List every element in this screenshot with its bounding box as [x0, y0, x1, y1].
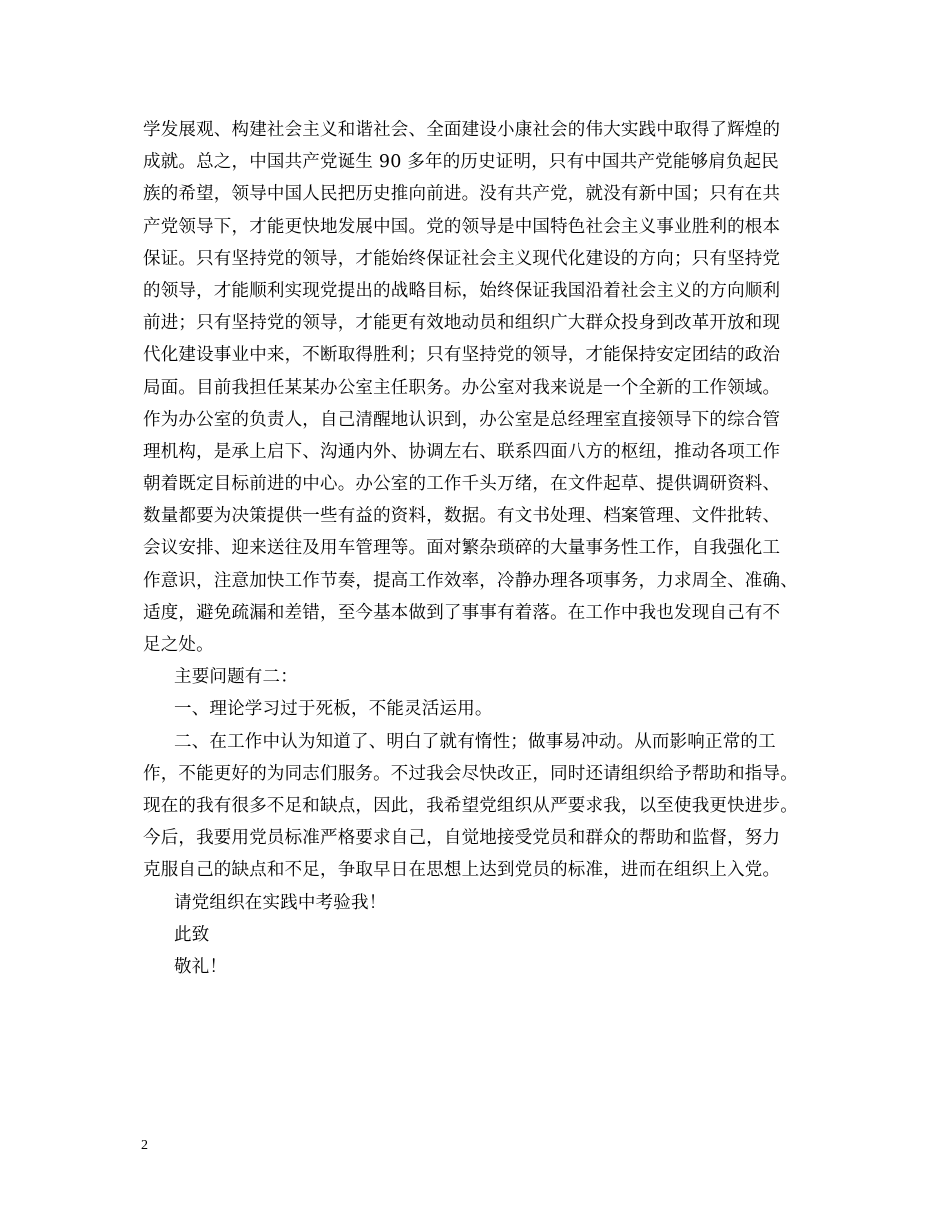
text-line: 前进；只有坚持党的领导，才能更有效地动员和组织广大群众投身到改革开放和现 — [143, 313, 781, 334]
text-line: 作，不能更好的为同志们服务。不过我会尽快改正，同时还请组织给予帮助和指导。 — [143, 763, 798, 784]
text-line: 作为办公室的负责人，自己清醒地认识到，办公室是总经理室直接领导下的综合管 — [143, 409, 781, 430]
text-line: 数量都要为决策提供一些有益的资料，数据。有文书处理、档案管理、文件批转、 — [143, 506, 781, 527]
text-line: 局面。目前我担任某某办公室主任职务。办公室对我来说是一个全新的工作领域。 — [143, 377, 781, 398]
text-line: 会议安排、迎来送往及用车管理等。面对繁杂琐碎的大量事务性工作，自我强化工 — [143, 538, 781, 559]
text-line: 朝着既定目标前进的中心。办公室的工作千头万绪，在文件起草、提供调研资料、 — [143, 474, 781, 495]
text-line: 族的希望，领导中国人民把历史推向前进。没有共产党，就没有新中国；只有在共 — [143, 184, 781, 205]
text-line: 保证。只有坚持党的领导，才能始终保证社会主义现代化建设的方向；只有坚持党 — [143, 248, 781, 269]
text-line: 主要问题有二： — [174, 667, 298, 688]
text-line: 的领导，才能顺利实现党提出的战略目标，始终保证我国沿着社会主义的方向顺利 — [143, 280, 781, 301]
text-line: 成就。总之，中国共产党诞生 90 多年的历史证明，只有中国共产党能够肩负起民 — [143, 152, 779, 173]
document-body — [143, 114, 813, 983]
text-line: 敬礼！ — [174, 956, 228, 977]
text-line: 克服自己的缺点和不足，争取早日在思想上达到党员的标准，进而在组织上入党。 — [143, 860, 781, 881]
text-line: 代化建设事业中来，不断取得胜利；只有坚持党的领导，才能保持安定团结的政治 — [143, 345, 781, 366]
text-line: 此致 — [174, 924, 210, 945]
text-line: 理机构，是承上启下、沟通内外、协调左右、联系四面八方的枢纽，推动各项工作 — [143, 441, 781, 462]
text-line: 二、在工作中认为知道了、明白了就有惰性；做事易冲动。从而影响正常的工 — [174, 731, 776, 752]
text-line: 足之处。 — [143, 635, 214, 655]
text-line: 作意识，注意加快工作节奏，提高工作效率，冷静办理各项事务，力求周全、准确、 — [143, 570, 798, 591]
text-line: 现在的我有很多不足和缺点，因此，我希望党组织从严要求我，以至使我更快进步。 — [143, 795, 798, 816]
text-line: 适度，避免疏漏和差错，至今基本做到了事事有着落。在工作中我也发现自己有不 — [143, 602, 781, 623]
text-line: 学发展观、构建社会主义和谐社会、全面建设小康社会的伟大实践中取得了辉煌的 — [143, 120, 781, 140]
text-line: 一、理论学习过于死板，不能灵活运用。 — [174, 699, 493, 720]
text-line: 今后，我要用党员标准严格要求自己，自觉地接受党员和群众的帮助和监督，努力 — [143, 828, 781, 849]
text-line: 请党组织在实践中考验我！ — [174, 892, 387, 913]
text-line: 产党领导下，才能更快地发展中国。党的领导是中国特色社会主义事业胜利的根本 — [143, 216, 781, 237]
page-number: 2 — [141, 1138, 148, 1153]
